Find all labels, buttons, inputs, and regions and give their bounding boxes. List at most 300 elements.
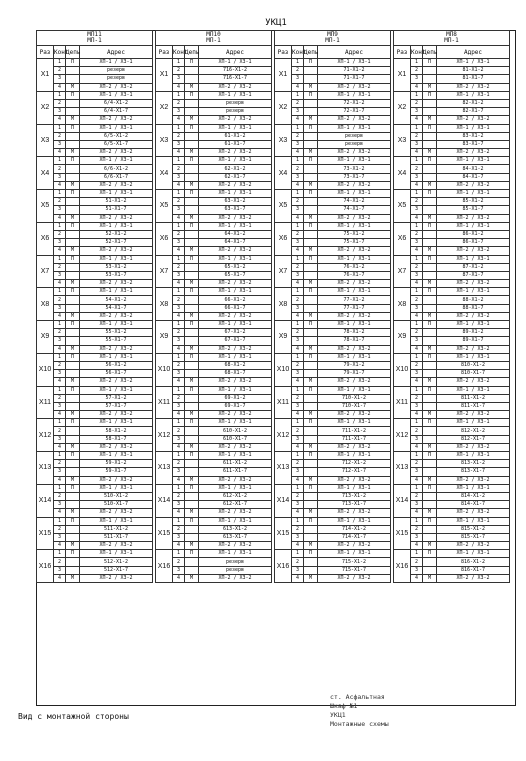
circuit-cell (185, 337, 199, 345)
table-row (275, 75, 391, 83)
contact-cell: 1 (292, 452, 304, 460)
title-stamp (330, 693, 389, 729)
table-row (275, 214, 391, 222)
address-cell: ХП-2 / ХЗ-2 (318, 280, 391, 288)
address-cell: 75-Х1-7 (318, 239, 391, 247)
circuit-cell: М (304, 312, 318, 320)
contact-cell: 4 (173, 116, 185, 124)
address-cell: 51-Х1-2 (80, 198, 153, 206)
circuit-cell: П (66, 419, 80, 427)
address-cell: ХП-1 / ХЗ-1 (199, 321, 272, 329)
address-cell: ХП-1 / ХЗ-1 (318, 91, 391, 99)
address-cell: 811-Х1-7 (437, 402, 510, 410)
table-row (394, 525, 510, 533)
contact-cell: 1 (411, 550, 423, 558)
contact-cell: 2 (411, 296, 423, 304)
circuit-cell (185, 140, 199, 148)
contact-cell: 4 (411, 411, 423, 419)
contact-cell: 1 (173, 288, 185, 296)
circuit-cell: М (185, 181, 199, 189)
connector-label: X13 (156, 452, 173, 485)
contact-cell: 1 (54, 321, 66, 329)
connector-label: X5 (37, 190, 54, 223)
address-cell: 810-Х1-2 (437, 361, 510, 369)
contact-cell: 3 (292, 468, 304, 476)
contact-cell: 1 (54, 517, 66, 525)
circuit-cell (304, 566, 318, 574)
table-row (156, 443, 272, 451)
circuit-cell: М (423, 574, 437, 582)
table-row (37, 116, 153, 124)
table-row (394, 468, 510, 476)
address-cell: 89-Х1-2 (437, 329, 510, 337)
address-cell: ХП-2 / ХЗ-2 (437, 345, 510, 353)
address-cell: 510-Х1-2 (80, 492, 153, 500)
contact-cell: 3 (292, 206, 304, 214)
circuit-cell (185, 370, 199, 378)
circuit-cell (66, 140, 80, 148)
connector-label: X12 (394, 419, 411, 452)
contact-cell: 1 (292, 386, 304, 394)
address-cell: резерв (318, 132, 391, 140)
contact-cell: 2 (411, 99, 423, 107)
contact-cell: 1 (54, 255, 66, 263)
connector-label: X11 (37, 386, 54, 419)
circuit-cell (185, 108, 199, 116)
table-row (37, 476, 153, 484)
address-cell: ХП-1 / ХЗ-1 (437, 190, 510, 198)
circuit-cell (423, 108, 437, 116)
table-row (37, 419, 153, 427)
address-cell: ХП-1 / ХЗ-1 (199, 288, 272, 296)
address-cell: ХП-2 / ХЗ-2 (318, 345, 391, 353)
table-row (275, 386, 391, 394)
contact-cell: 2 (411, 361, 423, 369)
contact-cell: 3 (173, 304, 185, 312)
circuit-cell (423, 271, 437, 279)
connector-label: X15 (37, 517, 54, 550)
contact-cell: 3 (54, 108, 66, 116)
contact-cell: 4 (292, 411, 304, 419)
contact-cell: 2 (173, 460, 185, 468)
address-cell: ХП-1 / ХЗ-1 (199, 419, 272, 427)
table-row (394, 345, 510, 353)
address-cell: 64-Х1-7 (199, 239, 272, 247)
contact-cell: 4 (292, 312, 304, 320)
address-cell: 714-Х1-7 (318, 533, 391, 541)
connector-label: X16 (156, 550, 173, 583)
contact-cell: 1 (292, 288, 304, 296)
contact-cell: 4 (292, 149, 304, 157)
address-cell: ХП-2 / ХЗ-2 (318, 247, 391, 255)
contact-cell: 1 (411, 222, 423, 230)
table-row (156, 337, 272, 345)
address-cell: 710-Х1-7 (318, 402, 391, 410)
address-cell: 52-Х1-2 (80, 230, 153, 238)
table-row (275, 99, 391, 107)
contact-cell: 2 (411, 394, 423, 402)
address-cell: ХП-2 / ХЗ-2 (437, 574, 510, 582)
contact-cell: 1 (411, 157, 423, 165)
address-cell: ХП-2 / ХЗ-2 (318, 312, 391, 320)
circuit-cell (423, 329, 437, 337)
address-cell: ХП-2 / ХЗ-2 (199, 509, 272, 517)
contact-cell: 1 (173, 550, 185, 558)
circuit-cell (66, 108, 80, 116)
circuit-cell: П (185, 386, 199, 394)
address-cell: резерв (199, 566, 272, 574)
circuit-cell (185, 492, 199, 500)
address-cell: ХП-1 / ХЗ-1 (199, 190, 272, 198)
circuit-cell (304, 329, 318, 337)
circuit-cell: П (304, 517, 318, 525)
contact-cell: 3 (173, 337, 185, 345)
connector-label: X2 (156, 91, 173, 124)
address-cell: 61-Х1-2 (199, 132, 272, 140)
connector-label: X1 (275, 59, 292, 92)
circuit-cell (66, 67, 80, 75)
circuit-cell: М (423, 443, 437, 451)
module-name: МП9 (327, 31, 338, 38)
address-cell: ХП-1 / ХЗ-1 (199, 59, 272, 67)
circuit-cell: П (304, 59, 318, 67)
table-row (275, 239, 391, 247)
address-cell: 51-Х1-7 (80, 206, 153, 214)
circuit-cell: П (185, 288, 199, 296)
address-cell: ХП-2 / ХЗ-2 (318, 509, 391, 517)
circuit-cell: М (185, 149, 199, 157)
circuit-cell: П (66, 157, 80, 165)
address-cell: 813-Х1-2 (437, 460, 510, 468)
column-header-kont: Конт (54, 46, 66, 59)
contact-cell: 3 (173, 402, 185, 410)
circuit-cell (423, 402, 437, 410)
circuit-cell: П (185, 419, 199, 427)
address-cell: ХП-2 / ХЗ-2 (318, 443, 391, 451)
address-cell: ХП-2 / ХЗ-2 (80, 280, 153, 288)
circuit-cell (185, 402, 199, 410)
address-cell: 6/5-Х1-2 (80, 132, 153, 140)
table-row (275, 116, 391, 124)
table-row (37, 574, 153, 582)
contact-cell: 1 (411, 484, 423, 492)
circuit-cell (423, 75, 437, 83)
table-row (394, 247, 510, 255)
contact-cell: 2 (173, 67, 185, 75)
address-cell: ХП-2 / ХЗ-2 (199, 476, 272, 484)
table-row (394, 116, 510, 124)
table-row (394, 427, 510, 435)
circuit-cell (304, 468, 318, 476)
contact-cell: 4 (292, 574, 304, 582)
table-row (156, 83, 272, 91)
table-row (37, 435, 153, 443)
table-row (394, 91, 510, 99)
address-cell: ХП-2 / ХЗ-2 (318, 411, 391, 419)
module-table (393, 30, 510, 583)
circuit-cell (66, 304, 80, 312)
contact-cell: 1 (411, 190, 423, 198)
connector-label: X15 (394, 517, 411, 550)
table-row (394, 353, 510, 361)
table-row (156, 550, 272, 558)
contact-cell: 1 (54, 91, 66, 99)
drawing-sheet (36, 16, 516, 752)
circuit-cell: П (66, 91, 80, 99)
column-header-adres: Адрес (437, 46, 510, 59)
contact-cell: 3 (292, 304, 304, 312)
table-row (394, 280, 510, 288)
table-row (37, 190, 153, 198)
address-cell: ХП-2 / ХЗ-2 (80, 411, 153, 419)
contact-cell: 1 (411, 255, 423, 263)
circuit-cell (185, 99, 199, 107)
contact-cell: 2 (54, 492, 66, 500)
address-cell: ХП-2 / ХЗ-2 (437, 378, 510, 386)
address-cell: ХП-2 / ХЗ-2 (437, 280, 510, 288)
address-cell: ХП-1 / ХЗ-1 (199, 386, 272, 394)
connector-label: X13 (275, 452, 292, 485)
contact-cell: 1 (173, 353, 185, 361)
table-row (156, 263, 272, 271)
address-cell: 711-Х1-2 (318, 427, 391, 435)
table-row (37, 255, 153, 263)
connector-label: X9 (275, 321, 292, 354)
circuit-cell: П (185, 222, 199, 230)
circuit-cell (185, 198, 199, 206)
circuit-cell: М (304, 542, 318, 550)
address-cell: ХП-2 / ХЗ-2 (80, 181, 153, 189)
circuit-cell: П (304, 550, 318, 558)
table-row (156, 517, 272, 525)
circuit-cell: М (423, 509, 437, 517)
connector-label: X1 (37, 59, 54, 92)
circuit-cell: П (66, 222, 80, 230)
circuit-cell (66, 239, 80, 247)
circuit-cell (304, 460, 318, 468)
circuit-cell: П (66, 353, 80, 361)
contact-cell: 3 (54, 271, 66, 279)
address-cell: ХП-2 / ХЗ-2 (199, 83, 272, 91)
circuit-cell: П (66, 255, 80, 263)
table-row (37, 492, 153, 500)
module-sub: МП-1 (325, 37, 340, 44)
contact-cell: 3 (292, 566, 304, 574)
table-row (37, 566, 153, 574)
circuit-cell (304, 337, 318, 345)
circuit-cell: П (185, 517, 199, 525)
address-cell: 713-Х1-7 (318, 501, 391, 509)
address-cell: 68-Х1-7 (199, 370, 272, 378)
circuit-cell (304, 427, 318, 435)
circuit-cell: П (185, 484, 199, 492)
address-cell: ХП-2 / ХЗ-2 (199, 345, 272, 353)
table-row (394, 517, 510, 525)
circuit-cell (423, 67, 437, 75)
table-row (156, 321, 272, 329)
table-row (275, 460, 391, 468)
contact-cell: 2 (54, 132, 66, 140)
module-header (275, 31, 391, 46)
address-cell: ХП-1 / ХЗ-1 (318, 321, 391, 329)
circuit-cell (66, 370, 80, 378)
circuit-cell (185, 304, 199, 312)
connector-label: X7 (156, 255, 173, 288)
table-row (275, 517, 391, 525)
contact-cell: 1 (173, 484, 185, 492)
circuit-cell: П (66, 124, 80, 132)
circuit-cell (185, 361, 199, 369)
connector-label: X3 (37, 124, 54, 157)
contact-cell: 4 (173, 443, 185, 451)
contact-cell: 4 (411, 443, 423, 451)
circuit-cell: М (423, 83, 437, 91)
contact-cell: 4 (173, 247, 185, 255)
contact-cell: 4 (54, 280, 66, 288)
circuit-cell: П (185, 157, 199, 165)
address-cell: ХП-1 / ХЗ-1 (437, 484, 510, 492)
contact-cell: 2 (292, 165, 304, 173)
contact-cell: 3 (173, 75, 185, 83)
address-cell: 73-Х1-7 (318, 173, 391, 181)
circuit-cell: П (423, 59, 437, 67)
circuit-cell: М (66, 509, 80, 517)
address-cell: 74-Х1-7 (318, 206, 391, 214)
circuit-cell: М (304, 345, 318, 353)
contact-cell: 4 (173, 411, 185, 419)
column-header-raz: Раз (275, 46, 292, 59)
circuit-cell (304, 75, 318, 83)
table-row (156, 460, 272, 468)
contact-cell: 3 (54, 435, 66, 443)
address-cell: 610-Х1-7 (199, 435, 272, 443)
address-cell: 78-Х1-2 (318, 329, 391, 337)
table-row (275, 435, 391, 443)
address-cell: ХП-2 / ХЗ-2 (318, 574, 391, 582)
address-cell: 6/4-Х1-2 (80, 99, 153, 107)
circuit-cell (423, 533, 437, 541)
connector-label: X1 (394, 59, 411, 92)
circuit-cell (423, 296, 437, 304)
contact-cell: 1 (292, 124, 304, 132)
address-cell: 57-Х1-7 (80, 402, 153, 410)
table-row (275, 198, 391, 206)
contact-cell: 4 (54, 411, 66, 419)
contact-cell: 2 (54, 525, 66, 533)
contact-cell: 4 (173, 280, 185, 288)
table-row (156, 255, 272, 263)
circuit-cell (304, 108, 318, 116)
circuit-cell: М (185, 280, 199, 288)
address-cell: ХП-1 / ХЗ-1 (80, 386, 153, 394)
table-row (37, 386, 153, 394)
table-row (156, 533, 272, 541)
contact-cell: 3 (54, 468, 66, 476)
circuit-cell (66, 525, 80, 533)
table-row (156, 525, 272, 533)
address-cell: 6/6-Х1-7 (80, 173, 153, 181)
address-cell: ХП-1 / ХЗ-1 (437, 124, 510, 132)
address-cell: 73-Х1-2 (318, 165, 391, 173)
table-row (275, 222, 391, 230)
contact-cell: 3 (292, 337, 304, 345)
circuit-cell (304, 67, 318, 75)
circuit-cell (304, 394, 318, 402)
table-row (156, 67, 272, 75)
contact-cell: 3 (292, 75, 304, 83)
contact-cell: 1 (411, 517, 423, 525)
connector-label: X12 (156, 419, 173, 452)
contact-cell: 4 (173, 345, 185, 353)
circuit-cell (185, 173, 199, 181)
address-cell: ХП-1 / ХЗ-1 (199, 353, 272, 361)
circuit-cell (66, 402, 80, 410)
circuit-cell (304, 402, 318, 410)
circuit-cell: М (66, 83, 80, 91)
table-row (37, 550, 153, 558)
circuit-cell: М (185, 542, 199, 550)
circuit-cell (66, 329, 80, 337)
address-cell: 814-Х1-2 (437, 492, 510, 500)
address-cell: 59-Х1-7 (80, 468, 153, 476)
contact-cell: 2 (54, 165, 66, 173)
table-row (275, 263, 391, 271)
table-row (275, 288, 391, 296)
circuit-cell: М (423, 312, 437, 320)
circuit-cell: П (423, 353, 437, 361)
contact-cell: 3 (411, 501, 423, 509)
table-row (275, 394, 391, 402)
contact-cell: 2 (173, 230, 185, 238)
contact-cell: 3 (411, 533, 423, 541)
connector-label: X15 (275, 517, 292, 550)
table-row (156, 484, 272, 492)
stamp-cabinet: Шкаф №1 (330, 702, 358, 710)
contact-cell: 1 (54, 124, 66, 132)
circuit-cell: П (185, 452, 199, 460)
circuit-cell: М (66, 312, 80, 320)
contact-cell: 4 (292, 443, 304, 451)
address-cell: 612-Х1-7 (199, 501, 272, 509)
contact-cell: 3 (173, 206, 185, 214)
table-row (156, 501, 272, 509)
address-cell: ХП-1 / ХЗ-1 (199, 517, 272, 525)
table-row (156, 419, 272, 427)
address-cell: ХП-2 / ХЗ-2 (80, 247, 153, 255)
circuit-cell (185, 460, 199, 468)
circuit-cell (423, 525, 437, 533)
module-sub: МП-1 (444, 37, 459, 44)
table-row (156, 75, 272, 83)
table-row (156, 574, 272, 582)
address-cell: ХП-1 / ХЗ-1 (318, 550, 391, 558)
circuit-cell: М (66, 247, 80, 255)
address-cell: ХП-1 / ХЗ-1 (199, 124, 272, 132)
address-cell: 85-Х1-2 (437, 198, 510, 206)
table-row (394, 452, 510, 460)
address-cell: 69-Х1-7 (199, 402, 272, 410)
circuit-cell (66, 394, 80, 402)
connector-label: X9 (156, 321, 173, 354)
circuit-cell (185, 239, 199, 247)
address-cell: 86-Х1-2 (437, 230, 510, 238)
address-cell: ХП-1 / ХЗ-1 (318, 484, 391, 492)
address-cell: ХП-2 / ХЗ-2 (318, 476, 391, 484)
table-row (37, 353, 153, 361)
contact-cell: 1 (54, 419, 66, 427)
circuit-cell: П (304, 321, 318, 329)
address-cell: резерв (80, 67, 153, 75)
